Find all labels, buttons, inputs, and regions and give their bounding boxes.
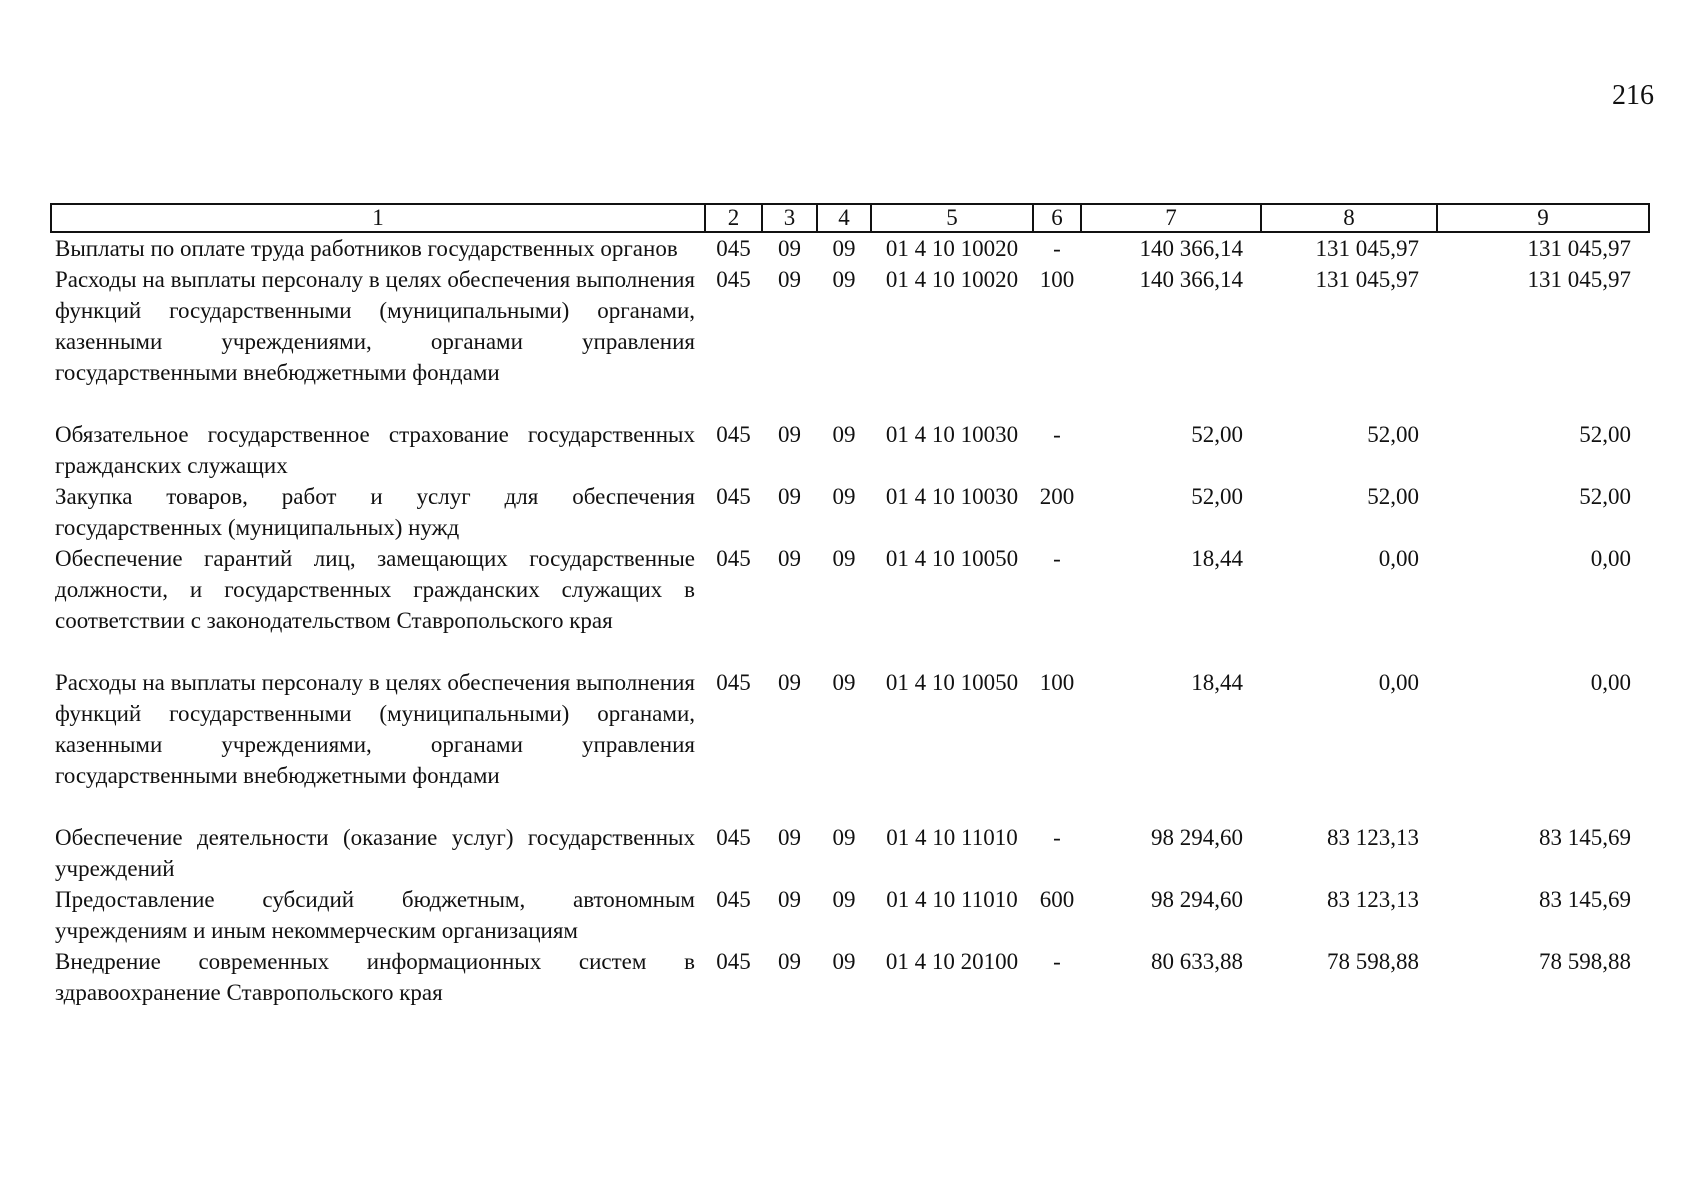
row-name: Выплаты по оплате труда работников государственных органов (55, 236, 678, 261)
row-csr: 01 4 10 10020 (885, 236, 1019, 261)
row-amount-1: 80 633,88 (1151, 949, 1243, 974)
row-vr: 100 (1039, 267, 1075, 292)
row-rz: 09 (778, 825, 801, 850)
table-row (51, 419, 1649, 481)
row-amount-3: 78 598,88 (1539, 949, 1631, 974)
row-csr: 01 4 10 11010 (886, 887, 1018, 912)
row-csr: 01 4 10 10050 (885, 670, 1019, 695)
row-csr: 01 4 10 10050 (885, 546, 1019, 571)
row-ved: 045 (716, 236, 751, 261)
row-amount-3: 83 145,69 (1539, 887, 1631, 912)
row-pr: 09 (832, 949, 856, 974)
row-amount-3: 52,00 (1579, 422, 1631, 447)
row-amount-1: 52,00 (1191, 484, 1243, 509)
column-number-6: 6 (1033, 204, 1081, 232)
table-body (51, 232, 1649, 1008)
row-pr: 09 (832, 484, 856, 509)
row-rz: 09 (778, 949, 801, 974)
row-amount-1: 18,44 (1191, 546, 1243, 571)
row-ved: 045 (716, 825, 751, 850)
row-name: Обязательное государственное страхование государственных гражданских служащих (55, 422, 695, 478)
row-amount-1: 98 294,60 (1151, 825, 1243, 850)
column-number-9: 9 (1437, 204, 1649, 232)
row-amount-2: 0,00 (1378, 670, 1419, 695)
row-name: Закупка товаров, работ и услуг для обеспечения государственных (муниципальных) нужд (55, 484, 695, 540)
table-row (51, 543, 1649, 667)
row-vr: - (1053, 422, 1061, 447)
row-amount-3: 0,00 (1590, 670, 1631, 695)
row-rz: 09 (778, 422, 801, 447)
row-csr: 01 4 10 10030 (885, 422, 1019, 447)
row-rz: 09 (778, 670, 801, 695)
column-number-3: 3 (762, 204, 817, 232)
row-amount-1: 98 294,60 (1151, 887, 1243, 912)
row-rz: 09 (778, 546, 801, 571)
row-rz: 09 (778, 267, 801, 292)
row-csr: 01 4 10 10030 (885, 484, 1019, 509)
row-ved: 045 (716, 949, 751, 974)
row-vr: - (1053, 546, 1061, 571)
table-row (51, 822, 1649, 884)
column-number-8: 8 (1261, 204, 1437, 232)
row-pr: 09 (832, 670, 856, 695)
row-csr: 01 4 10 20100 (885, 949, 1019, 974)
row-vr: 600 (1039, 887, 1075, 912)
row-amount-3: 83 145,69 (1539, 825, 1631, 850)
row-ved: 045 (716, 670, 751, 695)
header-row (51, 204, 1649, 232)
row-vr: 100 (1039, 670, 1075, 695)
row-vr: - (1053, 949, 1061, 974)
row-rz: 09 (778, 236, 801, 261)
table-header (51, 204, 1649, 232)
row-name: Расходы на выплаты персоналу в целях обеспечения выполнения функций государственными (муниципальными) органами, казенными учреждениями, органами управления государственными внебюджетными фондами (55, 670, 695, 788)
row-ved: 045 (716, 267, 751, 292)
row-amount-3: 0,00 (1590, 546, 1631, 571)
budget-table (50, 203, 1650, 1008)
table-row (51, 481, 1649, 543)
row-pr: 09 (832, 267, 856, 292)
row-amount-1: 140 366,14 (1139, 236, 1243, 261)
row-name: Обеспечение деятельности (оказание услуг) государственных учреждений (55, 825, 695, 881)
table-row (51, 884, 1649, 946)
column-number-7: 7 (1081, 204, 1261, 232)
row-csr: 01 4 10 11010 (886, 825, 1018, 850)
row-amount-2: 131 045,97 (1315, 267, 1419, 292)
row-pr: 09 (832, 236, 856, 261)
row-vr: - (1053, 825, 1061, 850)
row-name: Расходы на выплаты персоналу в целях обеспечения выполнения функций государственными (муниципальными) органами, казенными учреждениями, органами управления государственными внебюджетными фондами (55, 267, 695, 385)
row-pr: 09 (832, 825, 856, 850)
row-amount-1: 52,00 (1191, 422, 1243, 447)
table-row (51, 264, 1649, 419)
column-number-4: 4 (817, 204, 871, 232)
row-amount-3: 131 045,97 (1527, 267, 1631, 292)
row-vr: 200 (1039, 484, 1075, 509)
row-ved: 045 (716, 422, 751, 447)
row-amount-2: 52,00 (1367, 422, 1419, 447)
row-ved: 045 (716, 484, 751, 509)
row-amount-2: 131 045,97 (1315, 236, 1419, 261)
row-amount-1: 18,44 (1191, 670, 1243, 695)
row-vr: - (1053, 236, 1061, 261)
row-amount-2: 78 598,88 (1327, 949, 1419, 974)
row-ved: 045 (716, 546, 751, 571)
row-rz: 09 (778, 484, 801, 509)
column-number-5: 5 (871, 204, 1033, 232)
page-number: 216 (1612, 80, 1654, 111)
row-name: Обеспечение гарантий лиц, замещающих государственные должности, и государственных гражданских служащих в соответствии с законодательством Ставропольского края (55, 546, 695, 633)
row-amount-2: 83 123,13 (1327, 887, 1419, 912)
table-row (51, 232, 1649, 264)
column-number-1: 1 (51, 204, 705, 232)
row-ved: 045 (716, 887, 751, 912)
row-amount-3: 52,00 (1579, 484, 1631, 509)
row-rz: 09 (778, 887, 801, 912)
row-name: Внедрение современных информационных систем в здравоохранение Ставропольского края (55, 949, 695, 1005)
row-pr: 09 (832, 887, 856, 912)
row-csr: 01 4 10 10020 (885, 267, 1019, 292)
row-name: Предоставление субсидий бюджетным, автономным учреждениям и иным некоммерческим организациям (55, 887, 695, 943)
row-amount-2: 0,00 (1378, 546, 1419, 571)
table-row (51, 667, 1649, 822)
column-number-2: 2 (705, 204, 762, 232)
row-amount-2: 52,00 (1367, 484, 1419, 509)
row-amount-1: 140 366,14 (1139, 267, 1243, 292)
row-amount-3: 131 045,97 (1527, 236, 1631, 261)
row-amount-2: 83 123,13 (1327, 825, 1419, 850)
row-pr: 09 (832, 546, 856, 571)
table-row (51, 946, 1649, 1008)
row-pr: 09 (832, 422, 856, 447)
